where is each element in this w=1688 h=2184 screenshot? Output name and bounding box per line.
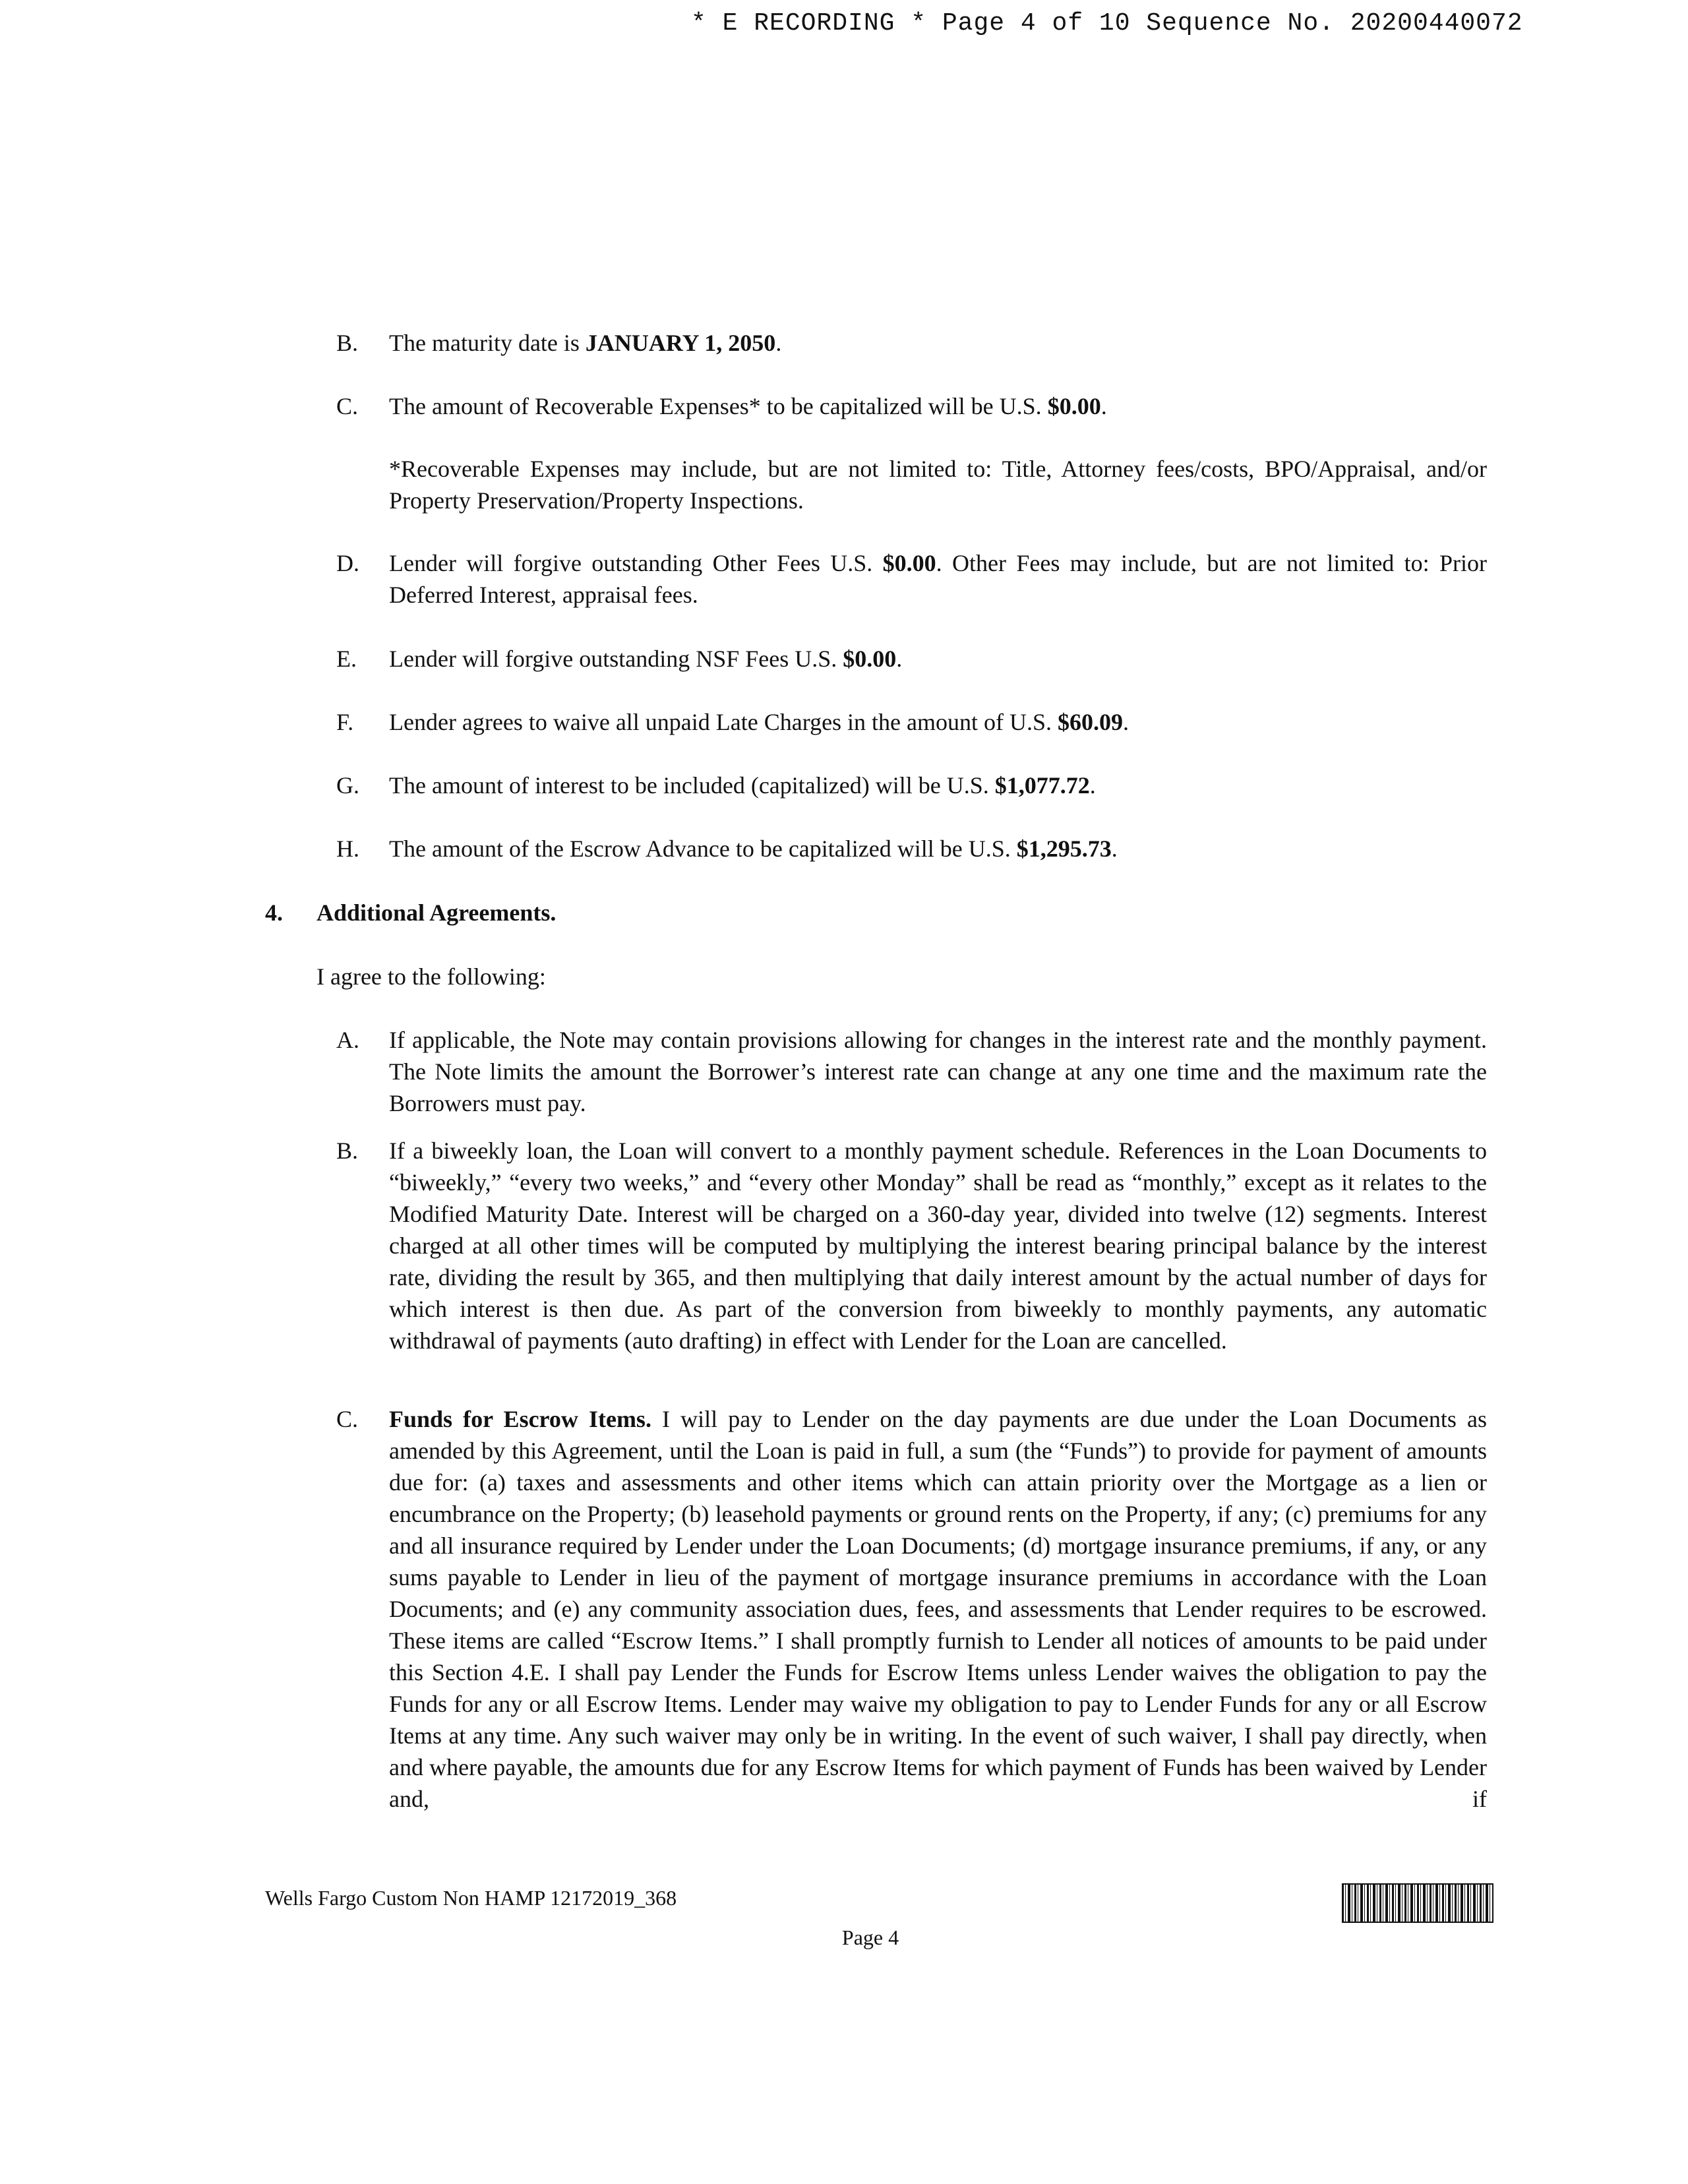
agreement-c <box>336 1403 1487 1815</box>
agreement-letter: B. <box>336 1138 359 1164</box>
form-identifier: Wells Fargo Custom Non HAMP 12172019_368 <box>265 1886 677 1910</box>
term-text: The amount of interest to be included (capitalized) will be U.S. <box>389 772 995 799</box>
recoverable-expenses-note: *Recoverable Expenses may include, but are not limited to: Title, Attorney fees/costs, BPO/Appraisal, and/or Property Preservation/Property Inspections. <box>389 456 1487 514</box>
agreement-text: If applicable, the Note may contain provisions allowing for changes in the interest rate and the monthly payment. The Note limits the amount the Borrower’s interest rate can change at any one time and the maximum rate the Borrowers must pay. <box>389 1027 1487 1116</box>
term-text-end: . <box>775 330 782 356</box>
term-text-end: . <box>1089 772 1096 799</box>
term-text-end: . <box>896 646 903 672</box>
section-4-heading <box>265 897 556 928</box>
agreement-heading: Funds for Escrow Items. <box>389 1406 651 1432</box>
term-letter: H. <box>336 835 359 862</box>
term-text: Lender agrees to waive all unpaid Late Charges in the amount of U.S. <box>389 709 1058 735</box>
barcode-image <box>1342 1883 1493 1923</box>
term-d <box>336 547 1487 611</box>
term-value: $0.00 <box>843 646 897 672</box>
term-value: JANUARY 1, 2050 <box>585 330 776 356</box>
agreement-letter: C. <box>336 1406 359 1432</box>
section-number: 4. <box>265 899 283 926</box>
term-value: $0.00 <box>1047 393 1101 419</box>
term-text-end: . <box>1100 393 1107 419</box>
term-value: $1,077.72 <box>994 772 1090 799</box>
term-f <box>336 706 1487 738</box>
term-text-end: . <box>1123 709 1130 735</box>
term-letter: F. <box>336 709 354 735</box>
term-text-end: . <box>1111 835 1118 862</box>
term-text: Lender will forgive outstanding Other Fees U.S. <box>389 550 883 576</box>
term-letter: E. <box>336 646 357 672</box>
term-value: $60.09 <box>1058 709 1124 735</box>
term-letter: C. <box>336 393 359 419</box>
term-letter: B. <box>336 330 359 356</box>
section-4-intro: I agree to the following: <box>316 963 546 990</box>
agreement-text: I will pay to Lender on the day payments are due under the Loan Documents as amended by this Agreement, until the Loan is paid in full, a sum (the “Funds”) to provide for payment of amounts due for: (a) taxes and assessments and other items which can attain priority over the Mortgage as a lien or encumbrance on the Property; (b) leasehold payments or ground rents on the Property, if any; (c) premiums for any and all insurance required by Lender under the Loan Documents; (d) mortgage insurance premiums, if any, or any sums payable to Lender in lieu of the payment of mortgage insurance premiums in accordance with the Loan Documents; and (e) any community association dues, fees, and assessments that Lender requires to be escrowed. These items are called “Escrow Items.” I shall promptly furnish to Lender all notices of amounts to be paid under this Section 4.E. I shall pay Lender the Funds for Escrow Items unless Lender waives the obligation to pay the Funds for any or all Escrow Items. Lender may waive my obligation to pay to Lender Funds for any or all Escrow Items at any time. Any such waiver may only be in writing. In the event of such waiver, I shall pay directly, when and where payable, the amounts due for any Escrow Items for which payment of Funds has been waived by Lender and, if <box>389 1406 1487 1812</box>
term-text: Lender will forgive outstanding NSF Fees U.S. <box>389 646 843 672</box>
term-text-end: . Other Fees may include, but are not limited to: Prior Deferred Interest, appraisal fees. <box>389 550 1488 608</box>
page-number: Page 4 <box>841 1926 899 1949</box>
agreement-b <box>336 1135 1487 1356</box>
term-letter: G. <box>336 772 359 799</box>
term-value: $1,295.73 <box>1016 835 1112 862</box>
term-b <box>336 327 1487 359</box>
term-text: The amount of Recoverable Expenses* to be capitalized will be U.S. <box>389 393 1048 419</box>
term-value: $0.00 <box>882 550 936 576</box>
term-g <box>336 770 1487 801</box>
term-letter: D. <box>336 550 359 576</box>
agreement-text: If a biweekly loan, the Loan will convert to a monthly payment schedule. References in the Loan Documents to “biweekly,” “every two weeks,” and “every other Monday” shall be read as “monthly,” except as it relates to the Modified Maturity Date. Interest will be charged on a 360-day year, divided into twelve (12) segments. Interest charged at all other times will be computed by multiplying the interest bearing principal balance by the interest rate, dividing the result by 365, and then multiplying that daily interest amount by the actual number of days for which interest is then due. As part of the conversion from biweekly to monthly payments, any automatic withdrawal of payments (auto drafting) in effect with Lender for the Loan are cancelled. <box>389 1138 1487 1354</box>
term-e <box>336 643 1487 675</box>
term-text: The maturity date is <box>389 330 586 356</box>
term-text: The amount of the Escrow Advance to be capitalized will be U.S. <box>389 835 1017 862</box>
agreement-letter: A. <box>336 1027 359 1053</box>
section-title: Additional Agreements. <box>316 899 557 926</box>
agreement-a <box>336 1024 1487 1119</box>
term-h <box>336 833 1487 864</box>
term-c <box>336 390 1487 422</box>
recording-stamp: * E RECORDING * Page 4 of 10 Sequence No. 20200440072 <box>691 9 1523 38</box>
